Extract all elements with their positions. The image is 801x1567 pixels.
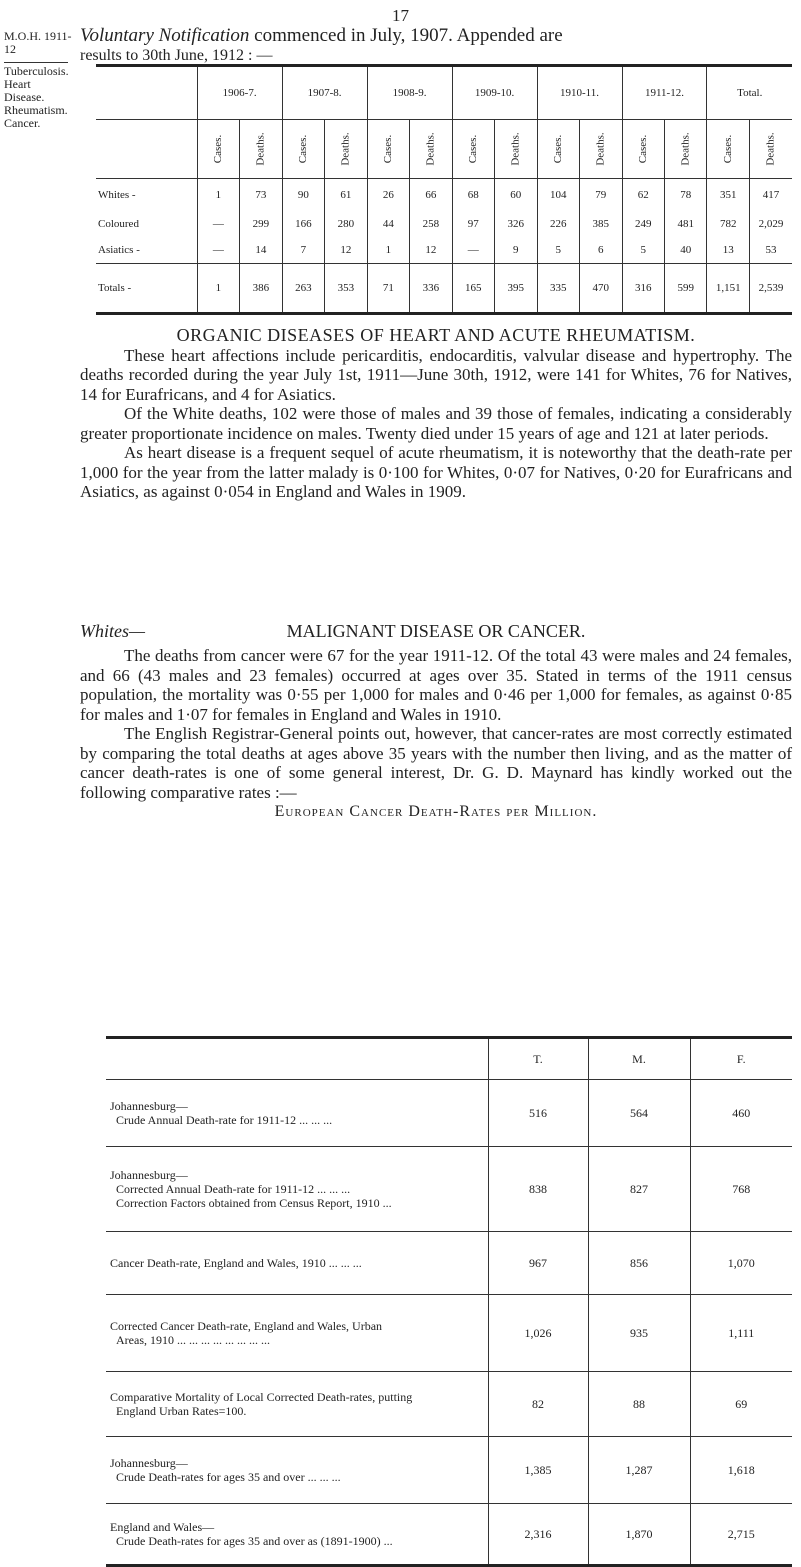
cancer-rates-table xyxy=(106,1036,792,1567)
rate-cell: 1,070 xyxy=(690,1232,792,1295)
table-cell: 249 xyxy=(622,211,664,237)
margin-topic: Tuberculosis. xyxy=(4,64,69,78)
table-cell: 280 xyxy=(325,211,367,237)
margin-topic: Disease. xyxy=(4,90,45,104)
header-blank xyxy=(106,1038,488,1080)
year-header: 1907-8. xyxy=(282,66,367,120)
table-cell: 90 xyxy=(282,179,324,212)
table-cell: 166 xyxy=(282,211,324,237)
table-cell: 299 xyxy=(240,211,282,237)
description-line: Johannesburg— xyxy=(110,1168,188,1182)
table-cell: — xyxy=(452,237,494,264)
sub-header-label: Cases. xyxy=(212,134,225,164)
rate-cell: 967 xyxy=(488,1232,588,1295)
whites-label: Whites— xyxy=(80,621,145,641)
description-line: Corrected Cancer Death-rate, England and Wales, Urban xyxy=(110,1319,383,1333)
table-cell: 263 xyxy=(282,264,324,314)
rate-cell: 88 xyxy=(588,1372,690,1437)
table-cell: — xyxy=(197,237,239,264)
table-cell: 12 xyxy=(325,237,367,264)
cancer-table-title: European Cancer Death-Rates per Million. xyxy=(274,803,598,820)
table-cell: 2,029 xyxy=(749,211,792,237)
table-cell: 1 xyxy=(367,237,409,264)
table-cell: 66 xyxy=(410,179,452,212)
table-cell: 470 xyxy=(580,264,622,314)
year-header: 1910-11. xyxy=(537,66,622,120)
table-cell: 12 xyxy=(410,237,452,264)
row-description xyxy=(106,1147,488,1232)
row-description xyxy=(106,1080,488,1147)
year-header: 1908-9. xyxy=(367,66,452,120)
row-description xyxy=(106,1372,488,1437)
column-header: T. xyxy=(488,1038,588,1080)
deaths-header xyxy=(495,120,537,179)
table-cell: 336 xyxy=(410,264,452,314)
cancer-section xyxy=(80,622,792,822)
cases-header xyxy=(367,120,409,179)
description-line: Crude Death-rates for ages 35 and over ... ... ... xyxy=(116,1470,341,1484)
table-cell: 351 xyxy=(707,179,749,212)
cases-header xyxy=(707,120,749,179)
year-header: 1911-12. xyxy=(622,66,707,120)
cancer-para: The English Registrar-General points out, however, that cancer-rates are most correctly estimated by comparing the total deaths at ages above 35 years with the number then living, and as the matter of cancer death-rates is one of some general interest, Dr. G. D. Maynard has kindly worked out the following comparative rates :— xyxy=(80,724,792,802)
description-line: Correction Factors obtained from Census Report, 1910 ... xyxy=(116,1196,392,1210)
table-cell: 104 xyxy=(537,179,579,212)
description-line: Comparative Mortality of Local Corrected Death-rates, putting xyxy=(110,1390,413,1404)
cancer-para: The deaths from cancer were 67 for the year 1911-12. Of the total 43 were males and 24 females, and 66 (43 males and 23 females) occurred at ages over 35. Stated in terms of the 1911 census population, the mortality was 0·55 per 1,000 for males and 0·46 per 1,000 for females, as against 0·85 for males and 1·07 for females in England and Wales in 1910. xyxy=(80,646,792,724)
description-line: Areas, 1910 ... ... ... ... ... ... ... ... xyxy=(116,1333,270,1347)
organic-para: These heart affections include pericarditis, endocarditis, valvular disease and hypertrophy. The deaths recorded during the year July 1st, 1911—June 30th, 1912, were 141 for Whites, 76 for Natives, 14 for Eurafricans, and 4 for Asiatics. xyxy=(80,345,792,404)
table-row xyxy=(106,1147,792,1232)
rate-cell: 856 xyxy=(588,1232,690,1295)
table-row xyxy=(106,1437,792,1504)
table-cell: 335 xyxy=(537,264,579,314)
deaths-header xyxy=(410,120,452,179)
deaths-header xyxy=(240,120,282,179)
sub-header-label: Cases. xyxy=(382,134,395,164)
row-label: Coloured xyxy=(98,218,139,230)
rate-cell: 1,111 xyxy=(690,1295,792,1372)
table-cell: 68 xyxy=(452,179,494,212)
table-row xyxy=(106,1295,792,1372)
table-cell: 417 xyxy=(749,179,792,212)
margin-topic: Cancer. xyxy=(4,116,41,130)
deaths-header xyxy=(580,120,622,179)
sub-header-label: Deaths. xyxy=(424,132,437,166)
table-cell: 316 xyxy=(622,264,664,314)
table-cell: 395 xyxy=(495,264,537,314)
row-description xyxy=(106,1437,488,1504)
table-cell: 353 xyxy=(325,264,367,314)
sub-header-label: Cases. xyxy=(552,134,565,164)
table-cell: 60 xyxy=(495,179,537,212)
row-description xyxy=(106,1295,488,1372)
table-cell: 5 xyxy=(622,237,664,264)
table-cell: 26 xyxy=(367,179,409,212)
table-cell: 5 xyxy=(537,237,579,264)
table-cell: 62 xyxy=(622,179,664,212)
row-label: Asiatics - xyxy=(98,244,140,256)
table-cell: 78 xyxy=(664,179,706,212)
description-line: England and Wales— xyxy=(110,1520,215,1534)
table-cell: 385 xyxy=(580,211,622,237)
table-cell: 97 xyxy=(452,211,494,237)
column-header: F. xyxy=(690,1038,792,1080)
organic-para: As heart disease is a frequent sequel of acute rheumatism, it is noteworthy that the death-rate per 1,000 for the year from the latter malady is 0·100 for Whites, 0·07 for Natives, 0·20 for Eurafricans and Asiatics, as against 0·054 in England and Wales in 1909. xyxy=(80,443,792,501)
table-cell: 71 xyxy=(367,264,409,314)
description-line: Crude Annual Death-rate for 1911-12 ... ... ... xyxy=(116,1113,333,1127)
header-row xyxy=(106,1038,792,1080)
notification-table xyxy=(96,64,792,315)
table-cell: 1 xyxy=(197,264,239,314)
sub-header-label: Deaths. xyxy=(254,132,267,166)
intro-text xyxy=(80,26,780,65)
cases-header xyxy=(622,120,664,179)
row-description xyxy=(106,1232,488,1295)
rate-cell: 838 xyxy=(488,1147,588,1232)
table-cell: 1,151 xyxy=(707,264,749,314)
table-cell: 61 xyxy=(325,179,367,212)
table-cell: 599 xyxy=(664,264,706,314)
rate-cell: 2,715 xyxy=(690,1504,792,1566)
row-description xyxy=(106,1504,488,1566)
organic-heading: ORGANIC DISEASES OF HEART AND ACUTE RHEUMATISM. xyxy=(176,325,696,345)
table-cell: 9 xyxy=(495,237,537,264)
rate-cell: 827 xyxy=(588,1147,690,1232)
rate-cell: 516 xyxy=(488,1080,588,1147)
rate-cell: 564 xyxy=(588,1080,690,1147)
table-cell: 1 xyxy=(197,179,239,212)
cases-header xyxy=(197,120,239,179)
table-cell: 165 xyxy=(452,264,494,314)
table-cell: 258 xyxy=(410,211,452,237)
year-header: 1906-7. xyxy=(197,66,282,120)
description-line: Johannesburg— xyxy=(110,1099,188,1113)
table-cell: 6 xyxy=(580,237,622,264)
rate-cell: 935 xyxy=(588,1295,690,1372)
sub-header-label: Cases. xyxy=(637,134,650,164)
organic-section xyxy=(80,326,792,502)
organic-para: Of the White deaths, 102 were those of males and 39 those of females, indicating a considerably greater proportionate incidence on males. Twenty died under 15 years of age and 121 at later periods. xyxy=(80,404,792,443)
table-cell: 2,539 xyxy=(749,264,792,314)
table-row xyxy=(106,1080,792,1147)
description-line: Johannesburg— xyxy=(110,1456,188,1470)
description-line: Cancer Death-rate, England and Wales, 1910 ... ... ... xyxy=(110,1256,362,1270)
table-cell: 782 xyxy=(707,211,749,237)
sub-header-label: Deaths. xyxy=(509,132,522,166)
table-cell: 40 xyxy=(664,237,706,264)
column-header: M. xyxy=(588,1038,690,1080)
table-row xyxy=(106,1372,792,1437)
cases-header xyxy=(282,120,324,179)
table-cell: 7 xyxy=(282,237,324,264)
sub-header-label: Cases. xyxy=(297,134,310,164)
rate-cell: 1,870 xyxy=(588,1504,690,1566)
page-number: 17 xyxy=(392,6,409,25)
row-header-blank xyxy=(96,120,197,179)
row-label: Totals - xyxy=(96,264,197,314)
table-cell: 226 xyxy=(537,211,579,237)
intro-line2: results to 30th June, 1912 : — xyxy=(80,47,273,64)
table-row xyxy=(106,1504,792,1566)
rate-cell: 1,385 xyxy=(488,1437,588,1504)
intro-rest: commenced in July, 1907. Appended are xyxy=(249,25,563,46)
table-cell: 53 xyxy=(749,237,792,264)
rate-cell: 82 xyxy=(488,1372,588,1437)
year-header: Total. xyxy=(707,66,792,120)
table-cell: 79 xyxy=(580,179,622,212)
table-cell: — xyxy=(197,211,239,237)
rate-cell: 1,618 xyxy=(690,1437,792,1504)
rate-cell: 2,316 xyxy=(488,1504,588,1566)
margin-rule xyxy=(4,62,68,63)
rate-cell: 1,287 xyxy=(588,1437,690,1504)
table-cell: 326 xyxy=(495,211,537,237)
deaths-header xyxy=(325,120,367,179)
row-header-blank xyxy=(96,66,197,120)
description-line: Corrected Annual Death-rate for 1911-12 ... ... ... xyxy=(116,1182,351,1196)
rate-cell: 768 xyxy=(690,1147,792,1232)
description-line: Crude Death-rates for ages 35 and over as (1891-1900) ... xyxy=(116,1534,393,1548)
sub-header-label: Deaths. xyxy=(679,132,692,166)
margin-notes xyxy=(4,30,76,130)
deaths-header xyxy=(664,120,706,179)
sub-header-label: Deaths. xyxy=(594,132,607,166)
sub-header-label: Deaths. xyxy=(764,132,777,166)
cancer-subhead xyxy=(80,622,792,646)
rate-cell: 1,026 xyxy=(488,1295,588,1372)
table-row xyxy=(96,264,792,314)
table-cell: 481 xyxy=(664,211,706,237)
sub-header-label: Deaths. xyxy=(339,132,352,166)
margin-topic: Rheumatism. xyxy=(4,103,68,117)
year-header: 1909-10. xyxy=(452,66,537,120)
table-cell: 44 xyxy=(367,211,409,237)
rate-cell: 69 xyxy=(690,1372,792,1437)
table-row xyxy=(96,179,792,212)
cases-header xyxy=(537,120,579,179)
margin-ref: M.O.H. 1911-12 xyxy=(4,29,72,56)
table-row xyxy=(96,211,792,237)
cancer-heading: MALIGNANT DISEASE OR CANCER. xyxy=(286,621,586,641)
row-label: Whites - xyxy=(96,179,197,212)
margin-topic: Heart xyxy=(4,77,31,91)
table-cell: 14 xyxy=(240,237,282,264)
sub-header-label: Cases. xyxy=(467,134,480,164)
description-line: England Urban Rates=100. xyxy=(116,1404,247,1418)
deaths-header xyxy=(749,120,792,179)
cases-header xyxy=(452,120,494,179)
table-cell: 73 xyxy=(240,179,282,212)
table-cell: 13 xyxy=(707,237,749,264)
table-row xyxy=(96,237,792,264)
table-row xyxy=(106,1232,792,1295)
rate-cell: 460 xyxy=(690,1080,792,1147)
intro-italic: Voluntary Notification xyxy=(80,25,250,46)
sub-header-label: Cases. xyxy=(722,134,735,164)
table-cell: 386 xyxy=(240,264,282,314)
